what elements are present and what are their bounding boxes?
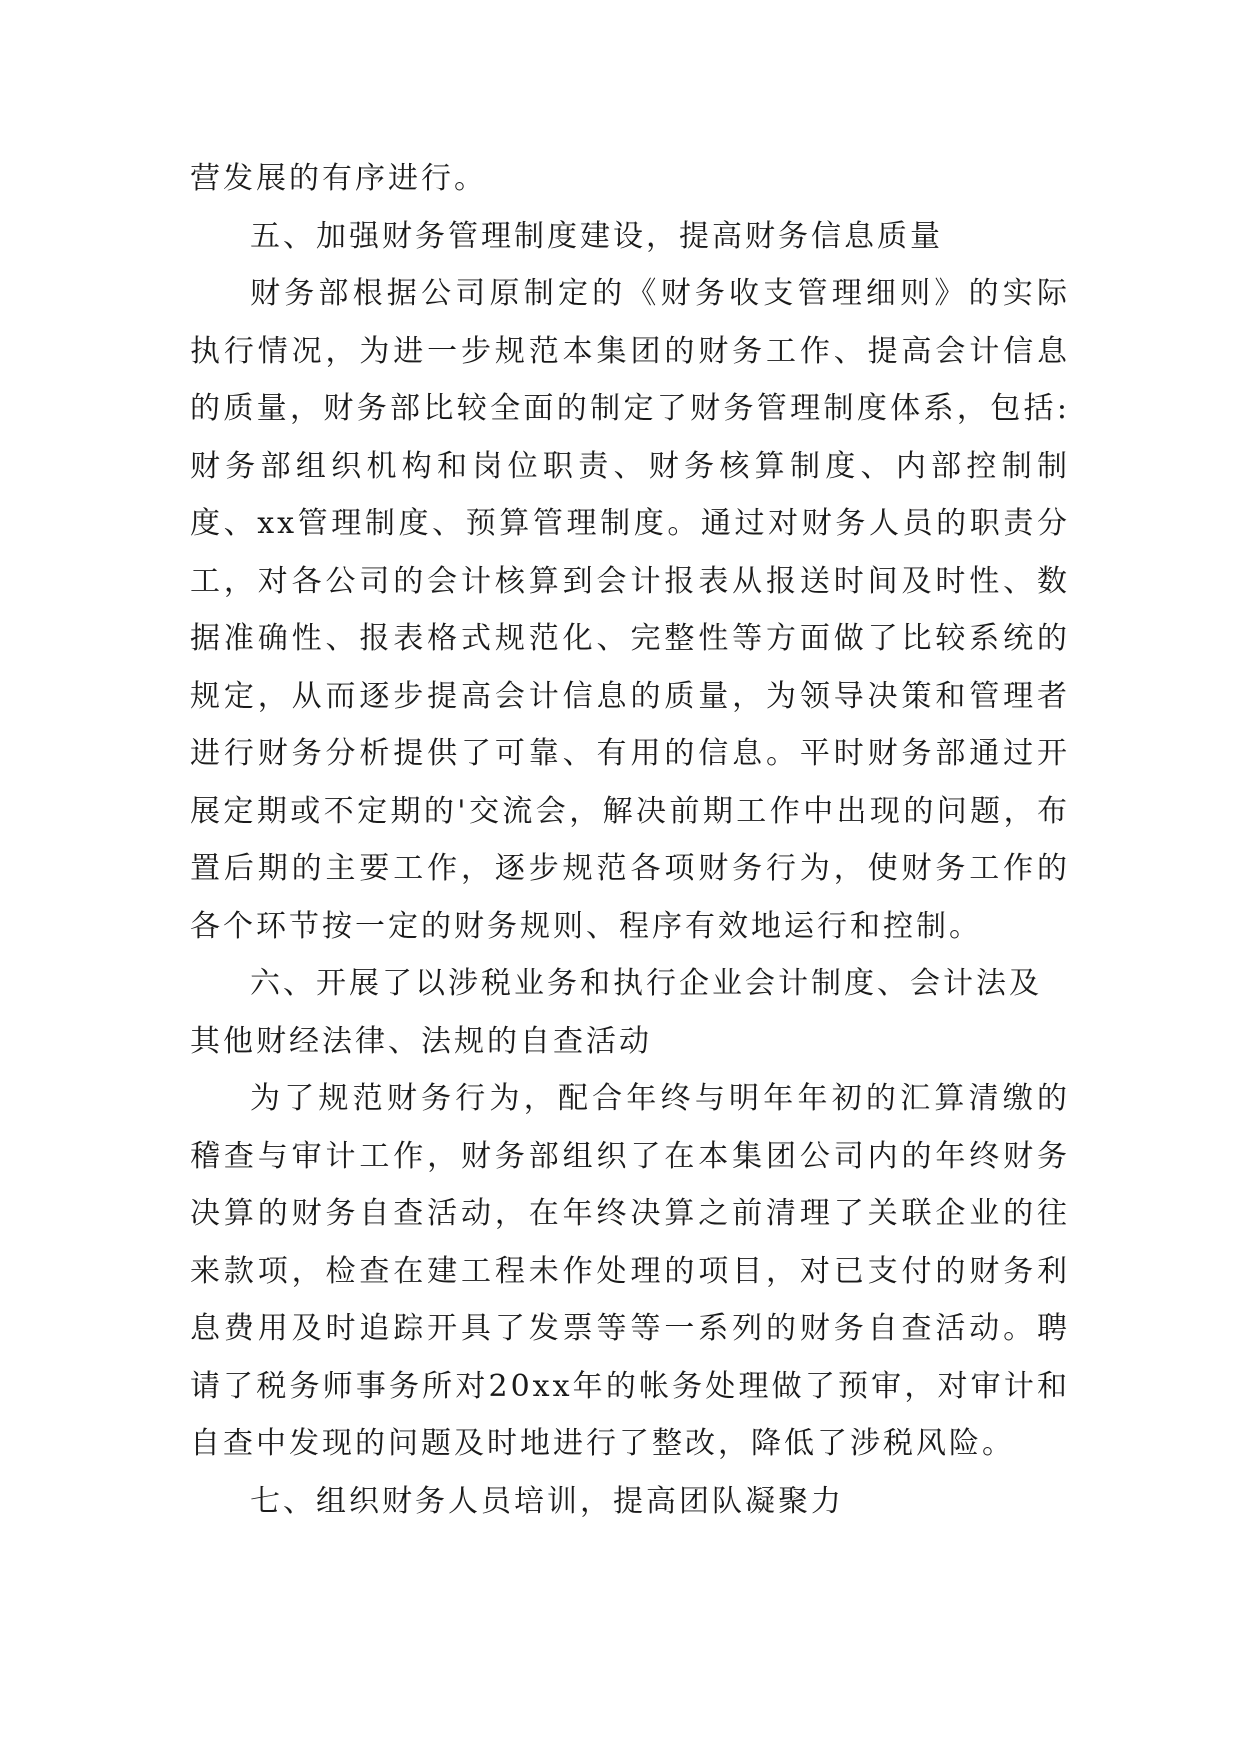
section-heading-5: 五、加强财务管理制度建设，提高财务信息质量 (250, 218, 943, 254)
document-body (190, 150, 1070, 1530)
paragraph-finance-system: 财务部根据公司原制定的《财务收支管理细则》的实际执行情况，为进一步规范本集团的财务工作、提高会计信息的质量，财务部比较全面的制定了财务管理制度体系，包括:财务部组织机构和岗位职责、财务核算制度、内部控制制度、xx管理制度、预算管理制度。通过对财务人员的职责分工，对各公司的会计核算到会计报表从报送时间及时性、数据准确性、报表格式规范化、完整性等方面做了比较系统的规定，从而逐步提高会计信息的质量，为领导决策和管理者进行财务分析提供了可靠、有用的信息。平时财务部通过开展定期或不定期的'交流会，解决前期工作中出现的问题，布置后期的主要工作，逐步规范各项财务行为，使财务工作的各个环节按一定的财务规则、程序有效地运行和控制。 (190, 276, 1070, 944)
paragraph-continuation: 营发展的有序进行。 (190, 161, 487, 196)
section-heading-6: 六、开展了以涉税业务和执行企业会计制度、会计法及其他财经法律、法规的自查活动 (190, 966, 1042, 1059)
section-heading-7: 七、组织财务人员培训，提高团队凝聚力 (250, 1483, 844, 1519)
paragraph-self-inspection: 为了规范财务行为，配合年终与明年年初的汇算清缴的稽查与审计工作，财务部组织了在本集团公司内的年终财务决算的财务自查活动，在年终决算之前清理了关联企业的往来款项，检查在建工程未作处理的项目，对已支付的财务利息费用及时追踪开具了发票等等一系列的财务自查活动。聘请了税务师事务所对20xx年的帐务处理做了预审，对审计和自查中发现的问题及时地进行了整改，降低了涉税风险。 (190, 1081, 1070, 1461)
